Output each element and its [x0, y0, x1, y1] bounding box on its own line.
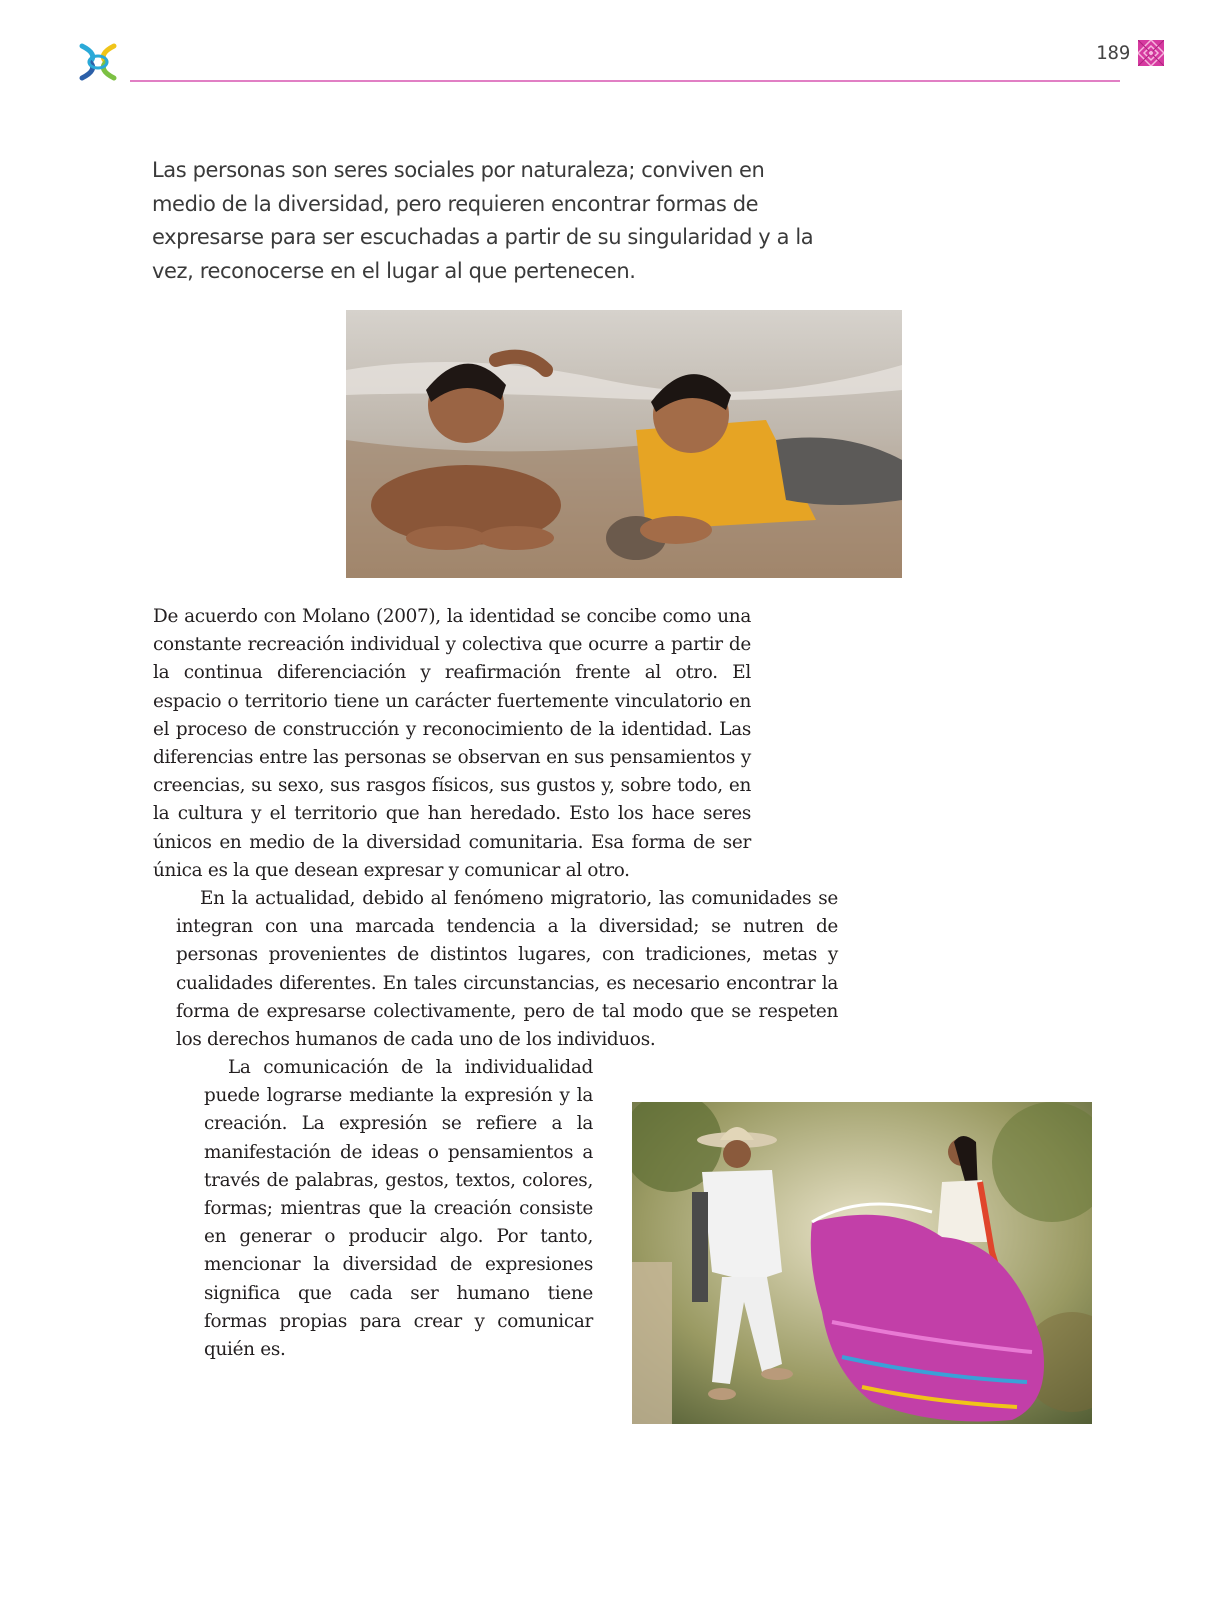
- header-rule: [130, 80, 1120, 82]
- page-number: 189: [1096, 42, 1131, 64]
- four-arc-knot-logo-icon: [76, 40, 120, 84]
- intro-paragraph: Las personas son seres sociales por naturaleza; conviven en medio de la diversidad, pero requieren encontrar formas de expresarse para ser escuchadas a partir de su singularidad y a la vez, reconocerse en el lugar al que pertenecen.: [152, 158, 814, 283]
- folk-dancers-photo: [632, 1102, 1092, 1424]
- paragraph-expression: La comunicación de la individualidad puede lograrse mediante la expresión y la creación. La expresión se refiere a la manifestación de ideas o pensamientos a través de palabras, gestos, textos, colores, formas; mientras que la creación consiste en generar o producir algo. Por tanto, mencionar la diversidad de expresiones significa que cada ser humano tiene formas propias para crear y comunicar quién es.: [204, 1057, 593, 1361]
- paragraph-identity: De acuerdo con Molano (2007), la identidad se concibe como una constante recreación individual y colectiva que ocurre a partir de la continua diferenciación y reafirmación frente al otro. El espacio o territorio tiene un carácter fuertemente vinculatorio en el proceso de construcción y reconocimiento de la identidad. Las diferencias entre las personas se observan en sus pensamientos y creencias, su sexo, sus rasgos físicos, sus gustos y, sobre todo, en la cultura y el territorio que han heredado. Esto los hace seres únicos en medio de la diversidad comunitaria. Esa forma de ser única es la que desean expresar y comunicar al otro.: [153, 606, 751, 881]
- magenta-pattern-icon: [1138, 40, 1164, 66]
- paragraph-migration: En la actualidad, debido al fenómeno migratorio, las comunidades se integran con una marcada tendencia a la diversidad; se nutren de personas provenientes de distintos lugares, con tradiciones, metas y cualidades diferentes. En tales circunstancias, es necesario encontrar la forma de expresarse colectivamente, pero de tal modo que se respeten los derechos humanos de cada uno de los individuos.: [176, 888, 838, 1051]
- two-boys-on-beach-photo: [346, 310, 902, 578]
